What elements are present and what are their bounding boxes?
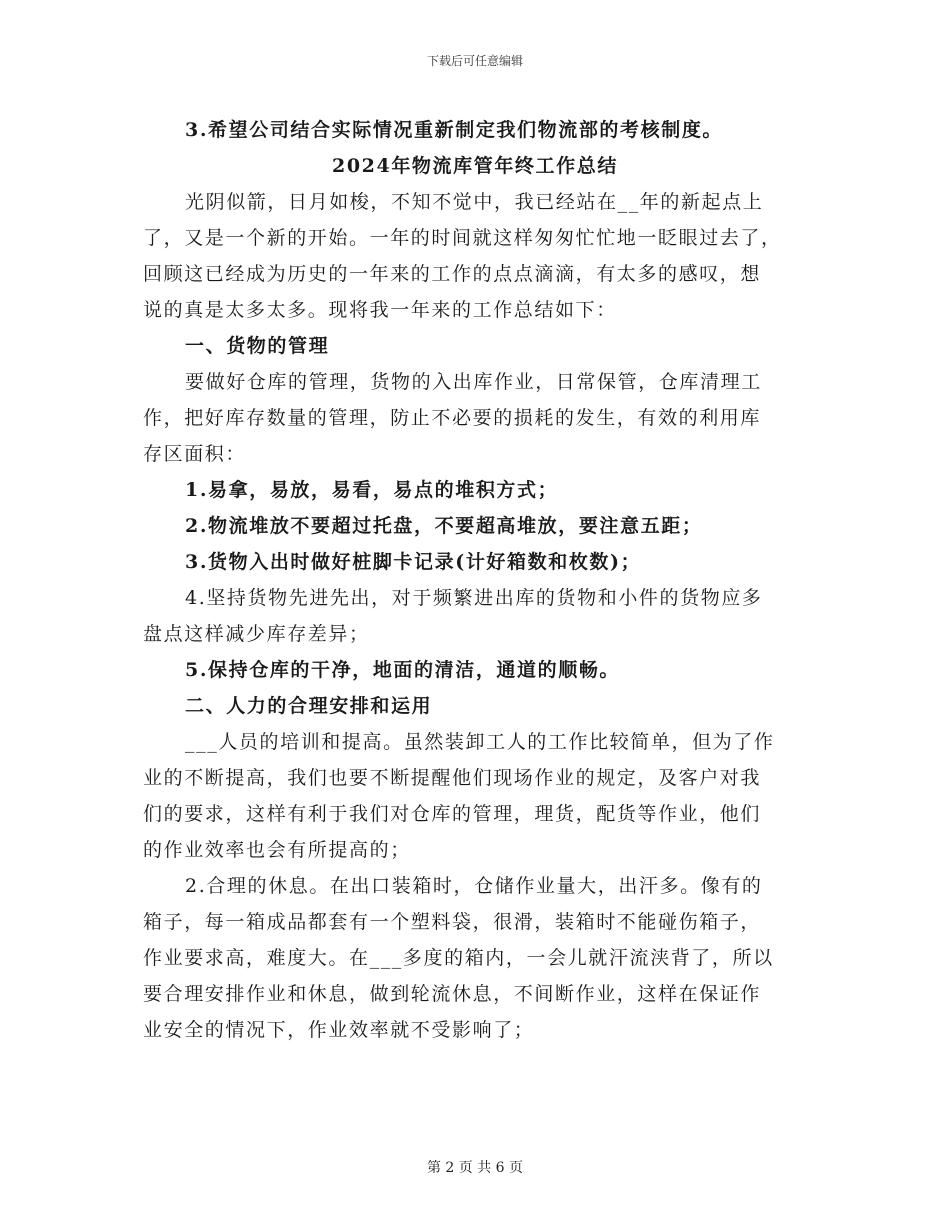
text-line: 5.保持仓库的干净，地面的清洁，通道的顺畅。: [185, 659, 621, 681]
text-line: 了，又是一个新的开始。一年的时间就这样匆匆忙忙地一眨眼过去了，: [143, 227, 782, 249]
text-line: 们的要求，这样有利于我们对仓库的管理，理货，配货等作业，他们: [143, 803, 762, 825]
text-line: 作业要求高，难度大。在___多度的箱内，一会儿就汗流浃背了，所以: [143, 947, 774, 969]
text-line: 业安全的情况下，作业效率就不受影响了；: [143, 1019, 535, 1041]
header-note: 下载后可任意编辑: [426, 54, 523, 68]
text-line: 要合理安排作业和休息，做到轮流休息，不间断作业，这样在保证作: [143, 983, 762, 1005]
text-line: 回顾这已经成为历史的一年来的工作的点点滴滴，有太多的感叹，想: [143, 263, 762, 285]
text-line: 要做好仓库的管理，货物的入出库作业，日常保管，仓库清理工: [185, 371, 762, 393]
text-line: 2.物流堆放不要超过托盘，不要超高堆放，要注意五距；: [185, 515, 703, 537]
text-line: 箱子，每一箱成品都套有一个塑料袋，很滑，装箱时不能碰伤箱子，: [143, 911, 762, 933]
text-line: 作，把好库存数量的管理，防止不必要的损耗的发生，有效的利用库: [143, 407, 762, 429]
document-body: [143, 112, 807, 1048]
text-line: 3.希望公司结合实际情况重新制定我们物流部的考核制度。: [185, 119, 724, 141]
text-line: 4.坚持货物先进先出，对于频繁进出库的货物和小件的货物应多: [185, 587, 763, 609]
text-line: 1.易拿，易放，易看，易点的堆积方式；: [185, 479, 559, 501]
text-line: 二、人力的合理安排和运用: [185, 695, 433, 717]
text-line: 存区面积：: [143, 443, 247, 465]
text-line: 的作业效率也会有所提高的；: [143, 839, 411, 861]
text-line: 说的真是太多太多。现将我一年来的工作总结如下：: [143, 299, 617, 321]
page-number: 第 2 页 共 6 页: [426, 1160, 524, 1176]
text-line: ___人员的培训和提高。虽然装卸工人的工作比较简单，但为了作: [185, 731, 775, 753]
text-line: 一、货物的管理: [185, 335, 330, 357]
text-line: 2.合理的休息。在出口装箱时，仓储作业量大，出汗多。像有的: [185, 875, 763, 897]
text-line: 业的不断提高，我们也要不断提醒他们现场作业的规定，及客户对我: [143, 767, 762, 789]
text-line: 2024年物流库管年终工作总结: [332, 155, 618, 177]
text-line: 光阴似箭，日月如梭，不知不觉中，我已经站在__年的新起点上: [185, 191, 764, 213]
text-line: 盘点这样减少库存差异；: [143, 623, 370, 645]
text-line: 3.货物入出时做好桩脚卡记录(计好箱数和枚数)；: [185, 551, 642, 573]
